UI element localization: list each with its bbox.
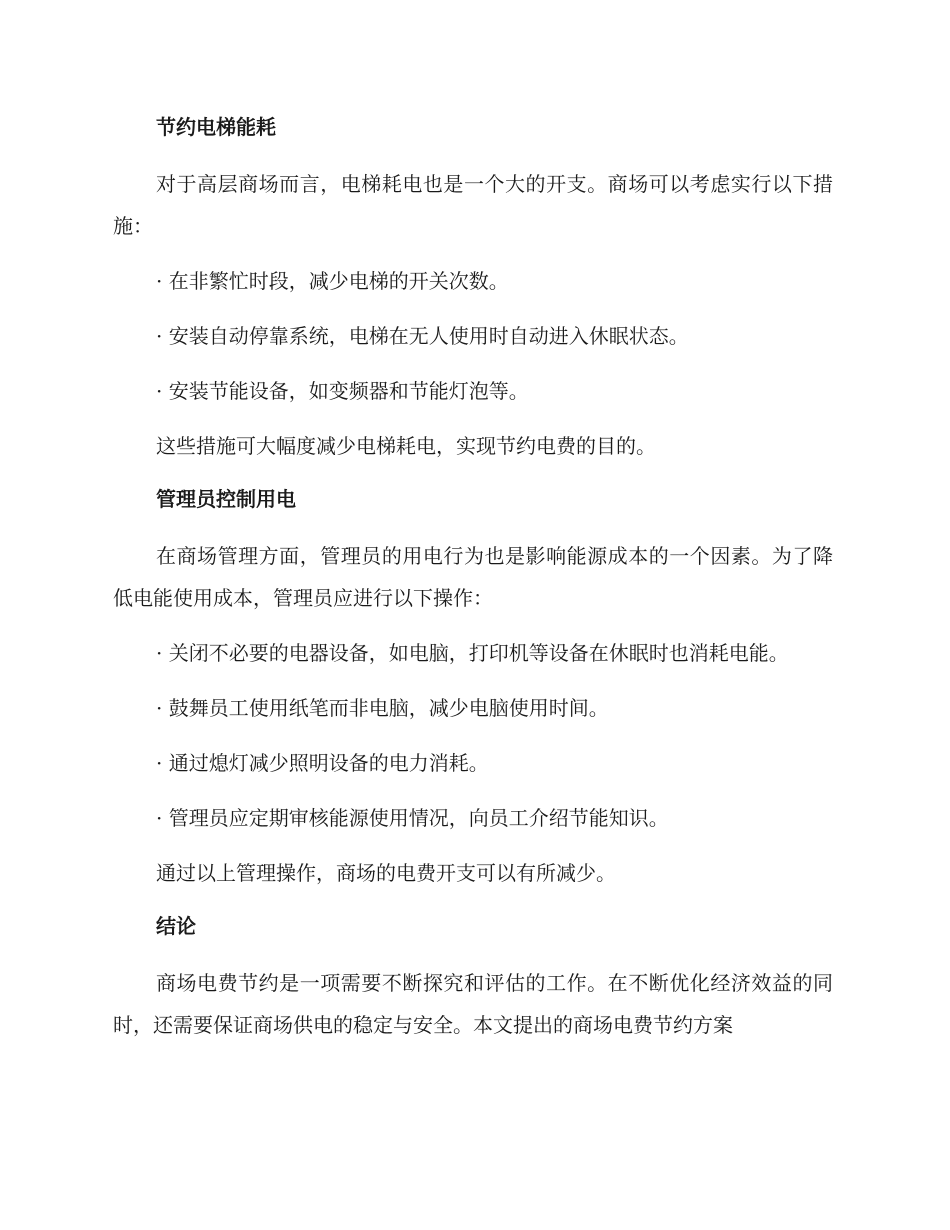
section-conclusion — [113, 907, 833, 1046]
bullet-item: · 安装自动停靠系统，电梯在无人使用时自动进入休眠状态。 — [156, 324, 689, 348]
paragraph: 这些措施可大幅度减少电梯耗电，实现节约电费的目的。 — [156, 434, 656, 458]
paragraph: 通过以上管理操作，商场的电费开支可以有所减少。 — [156, 861, 616, 885]
section-heading: 管理员控制用电 — [156, 487, 296, 511]
bullet-item: · 鼓舞员工使用纸笔而非电脑，减少电脑使用时间。 — [156, 696, 609, 720]
paragraph: 在商场管理方面，管理员的用电行为也是影响能源成本的一个因素。为了降低电能使用成本，管理员应进行以下操作： — [113, 544, 833, 610]
bullet-item: · 关闭不必要的电器设备，如电脑，打印机等设备在休眠时也消耗电能。 — [156, 641, 789, 665]
bullet-item: · 管理员应定期审核能源使用情况，向员工介绍节能知识。 — [156, 806, 669, 830]
bullet-item: · 通过熄灯减少照明设备的电力消耗。 — [156, 751, 489, 775]
document-page — [113, 108, 833, 1059]
paragraph: 商场电费节约是一项需要不断探究和评估的工作。在不断优化经济效益的同时，还需要保证商场供电的稳定与安全。本文提出的商场电费节约方案 — [113, 971, 833, 1037]
section-heading: 节约电梯能耗 — [156, 115, 276, 139]
section-elevator — [113, 108, 833, 467]
bullet-item: · 安装节能设备，如变频器和节能灯泡等。 — [156, 379, 529, 403]
bullet-item: · 在非繁忙时段，减少电梯的开关次数。 — [156, 269, 509, 293]
section-heading: 结论 — [156, 914, 196, 938]
paragraph: 对于高层商场而言，电梯耗电也是一个大的开支。商场可以考虑实行以下措施： — [113, 172, 833, 238]
section-admin-control — [113, 480, 833, 894]
